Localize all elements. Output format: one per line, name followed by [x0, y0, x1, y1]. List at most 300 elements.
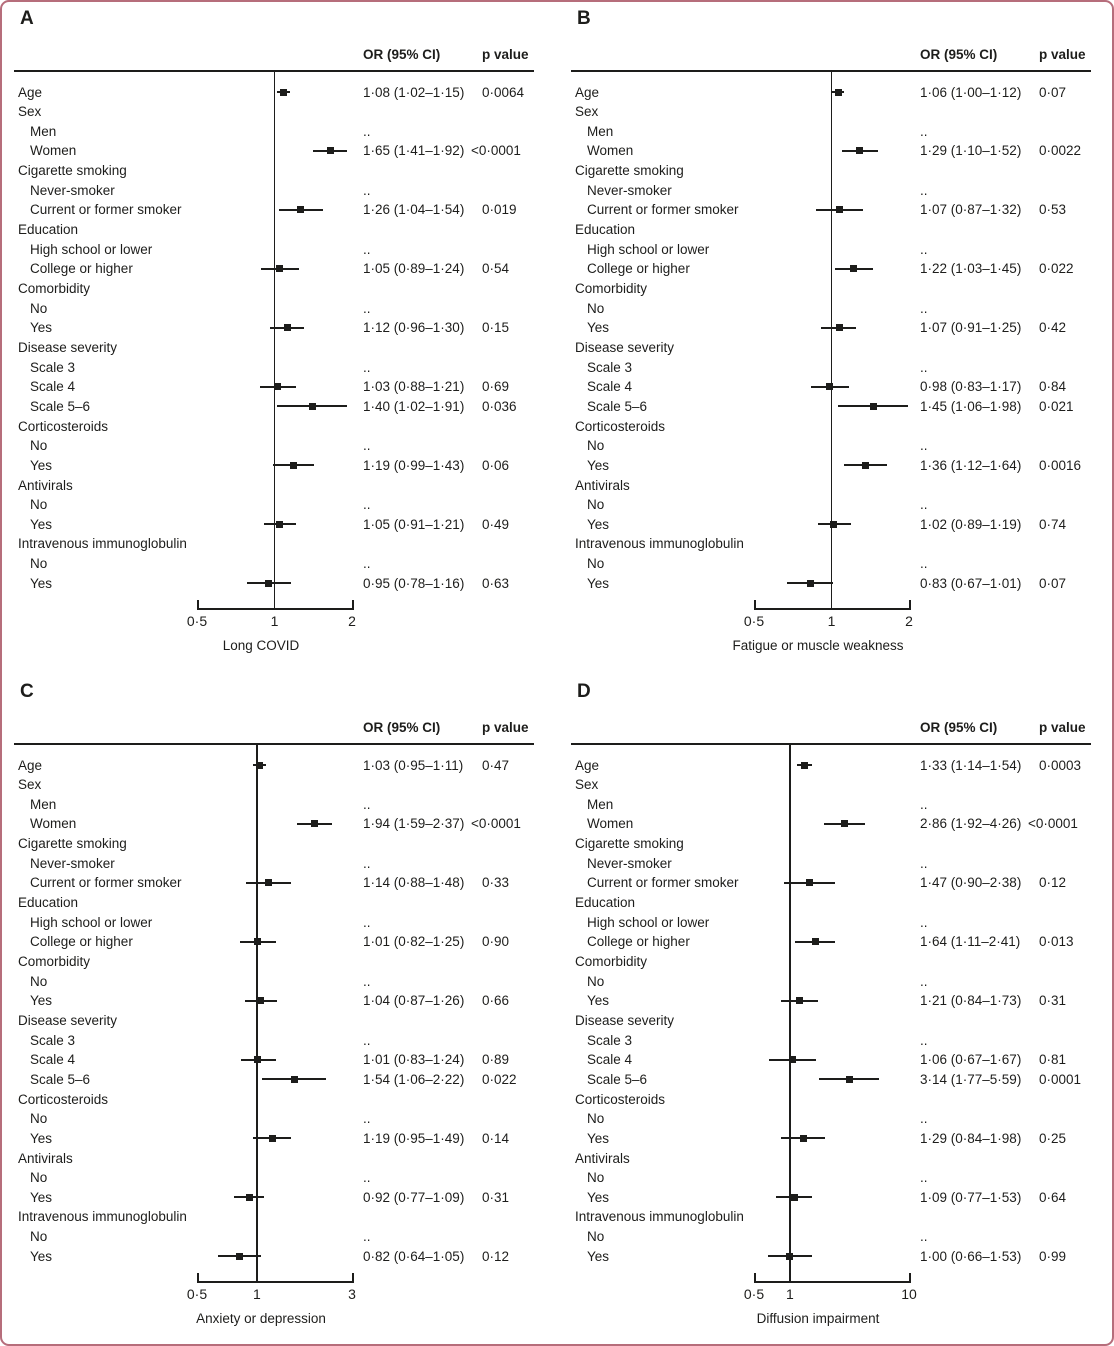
axis-tick-label: 0·5	[743, 613, 765, 629]
row-label: Disease severity	[18, 339, 118, 355]
row-label: Women	[30, 816, 77, 832]
reference-dots: ..	[920, 1111, 928, 1127]
row-label: Antivirals	[575, 477, 630, 493]
p-value: 0·07	[1039, 84, 1067, 100]
row-label: Yes	[30, 993, 53, 1009]
row-label: Corticosteroids	[18, 418, 109, 434]
row-label: Cigarette smoking	[18, 163, 127, 179]
axis-tick-label: 1	[253, 1286, 261, 1302]
row-label: Comorbidity	[575, 954, 648, 969]
or-value: 1·03 (0·88–1·21)	[363, 379, 465, 395]
row-label: Intravenous immunoglobulin	[575, 536, 744, 552]
or-marker	[309, 403, 316, 410]
or-marker	[826, 383, 833, 390]
or-value: 0·95 (0·78–1·16)	[363, 575, 465, 591]
plot-body	[0, 0, 557, 673]
row-label: College or higher	[587, 261, 690, 277]
row-label: No	[30, 438, 48, 454]
p-value: 0·89	[482, 1052, 510, 1068]
row-label: Comorbidity	[18, 281, 91, 296]
or-value: 1·19 (0·95–1·49)	[363, 1130, 465, 1146]
p-value: 0·0001	[1039, 1071, 1082, 1087]
or-value: 3·14 (1·77–5·59)	[920, 1071, 1022, 1087]
or-value: 1·65 (1·41–1·92)	[363, 143, 465, 159]
column-header-pvalue: p value	[1039, 47, 1086, 62]
axis-tick	[909, 1273, 911, 1281]
reference-dots: ..	[920, 973, 928, 989]
row-label: Scale 5–6	[587, 398, 648, 414]
row-label: Scale 3	[587, 359, 633, 375]
panel-label: C	[20, 681, 34, 702]
p-value: 0·66	[482, 993, 510, 1009]
or-marker	[807, 580, 814, 587]
axis-tick	[754, 1273, 756, 1281]
row-label: Yes	[587, 1248, 610, 1264]
reference-dots: ..	[363, 1032, 371, 1048]
reference-dots: ..	[920, 1229, 928, 1245]
row-label: No	[587, 1111, 605, 1127]
row-label: Scale 5–6	[587, 1071, 648, 1087]
or-marker	[274, 383, 281, 390]
p-value: 0·74	[1039, 516, 1067, 532]
or-marker	[265, 580, 272, 587]
axis-tick	[754, 600, 756, 608]
reference-dots: ..	[363, 497, 371, 513]
row-label: High school or lower	[587, 914, 710, 930]
or-marker	[789, 1056, 796, 1063]
or-marker	[256, 762, 263, 769]
reference-dots: ..	[920, 123, 928, 139]
row-label: Corticosteroids	[575, 418, 666, 434]
row-label: No	[587, 438, 605, 454]
or-marker	[841, 820, 848, 827]
axis-tick-label: 2	[348, 613, 356, 629]
row-label: Disease severity	[18, 1012, 118, 1028]
row-label: Education	[18, 222, 79, 238]
row-label: College or higher	[587, 934, 690, 950]
or-marker	[297, 206, 304, 213]
reference-dots: ..	[920, 182, 928, 198]
row-label: Age	[18, 84, 43, 100]
p-value: 0·31	[1039, 993, 1067, 1009]
row-label: Yes	[587, 516, 610, 532]
or-value: 1·03 (0·95–1·11)	[363, 757, 464, 773]
p-value: 0·42	[1039, 320, 1067, 336]
row-label: Never-smoker	[30, 182, 115, 198]
reference-dots: ..	[920, 497, 928, 513]
or-marker	[800, 1135, 807, 1142]
axis-tick	[197, 600, 199, 608]
p-value: 0·15	[482, 320, 510, 336]
or-value: 1·26 (1·04–1·54)	[363, 202, 465, 218]
axis-tick-label: 2	[905, 613, 913, 629]
axis-tick-label: 1	[785, 1286, 794, 1302]
row-label: Age	[575, 757, 600, 773]
row-label: Education	[575, 895, 636, 911]
reference-dots: ..	[363, 1229, 371, 1245]
or-value: 1·06 (1·00–1·12)	[920, 84, 1022, 100]
or-marker	[311, 820, 318, 827]
row-label: Scale 5–6	[30, 1071, 91, 1087]
p-value: 0·49	[482, 516, 510, 532]
reference-dots: ..	[363, 241, 371, 257]
axis-tick-label: 0·5	[186, 1286, 208, 1302]
row-label: Yes	[30, 575, 53, 591]
axis-title: Fatigue or muscle weakness	[732, 638, 904, 653]
row-label: Women	[587, 816, 634, 832]
panel-B	[557, 0, 1114, 673]
reference-dots: ..	[363, 556, 371, 572]
or-marker	[836, 206, 843, 213]
reference-dots: ..	[363, 855, 371, 871]
row-label: High school or lower	[30, 914, 153, 930]
reference-dots: ..	[920, 855, 928, 871]
or-marker	[254, 1056, 261, 1063]
reference-dots: ..	[363, 300, 371, 316]
row-label: Men	[30, 123, 57, 139]
row-label: Sex	[575, 104, 599, 120]
row-label: No	[30, 973, 48, 989]
p-value: 0·54	[482, 261, 510, 277]
row-label: Current or former smoker	[30, 202, 182, 218]
reference-dots: ..	[920, 300, 928, 316]
p-value: 0·0064	[482, 84, 525, 100]
plot-body	[557, 673, 1114, 1346]
p-value: <0·0001	[471, 816, 521, 832]
row-label: Scale 4	[30, 379, 76, 395]
column-header-pvalue: p value	[1039, 720, 1086, 735]
row-label: No	[587, 497, 605, 513]
p-value: 0·022	[482, 1071, 517, 1087]
or-marker	[284, 324, 291, 331]
or-marker	[276, 521, 283, 528]
or-marker	[786, 1253, 793, 1260]
or-value: 1·12 (0·96–1·30)	[363, 320, 465, 336]
axis-line	[754, 608, 911, 610]
row-label: Men	[30, 796, 57, 812]
or-marker	[280, 89, 287, 96]
row-label: College or higher	[30, 261, 133, 277]
or-marker	[836, 324, 843, 331]
reference-dots: ..	[363, 438, 371, 454]
reference-dots: ..	[363, 973, 371, 989]
or-marker	[806, 879, 813, 886]
or-marker	[254, 938, 261, 945]
or-value: 0·82 (0·64–1·05)	[363, 1248, 465, 1264]
or-value: 1·29 (1·10–1·52)	[920, 143, 1022, 159]
p-value: 0·25	[1039, 1130, 1067, 1146]
row-label: No	[587, 300, 605, 316]
row-label: No	[30, 1170, 48, 1186]
row-label: Age	[18, 757, 43, 773]
row-label: Cigarette smoking	[575, 836, 684, 852]
or-marker	[269, 1135, 276, 1142]
reference-dots: ..	[363, 359, 371, 375]
axis-title: Anxiety or depression	[196, 1311, 326, 1326]
p-value: 0·0022	[1039, 143, 1082, 159]
or-value: 1·08 (1·02–1·15)	[363, 84, 465, 100]
or-value: 1·33 (1·14–1·54)	[920, 757, 1022, 773]
panel-label: B	[577, 8, 591, 29]
or-value: 1·05 (0·91–1·21)	[363, 516, 465, 532]
p-value: 0·0016	[1039, 457, 1082, 473]
reference-dots: ..	[920, 556, 928, 572]
row-label: Scale 3	[30, 359, 76, 375]
column-header-or: OR (95% CI)	[920, 720, 998, 735]
reference-dots: ..	[920, 1170, 928, 1186]
p-value: 0·022	[1039, 261, 1074, 277]
or-marker	[801, 762, 808, 769]
p-value: 0·0003	[1039, 757, 1082, 773]
or-value: 1·06 (0·67–1·67)	[920, 1052, 1022, 1068]
row-label: No	[587, 1229, 605, 1245]
or-value: 1·01 (0·82–1·25)	[363, 934, 465, 950]
row-label: Intravenous immunoglobulin	[18, 1209, 187, 1225]
or-marker	[812, 938, 819, 945]
or-value: 1·02 (0·89–1·19)	[920, 516, 1022, 532]
or-value: 1·29 (0·84–1·98)	[920, 1130, 1022, 1146]
row-label: No	[587, 1170, 605, 1186]
axis-line	[197, 608, 354, 610]
axis-line	[754, 1281, 911, 1283]
column-header-or: OR (95% CI)	[363, 720, 441, 735]
row-label: Yes	[587, 320, 610, 336]
axis-tick-label: 1	[270, 613, 279, 629]
axis-tick-label: 10	[901, 1286, 917, 1302]
or-value: 1·04 (0·87–1·26)	[363, 993, 465, 1009]
reference-dots: ..	[363, 182, 371, 198]
row-label: Yes	[587, 457, 610, 473]
row-label: Intravenous immunoglobulin	[18, 536, 187, 552]
row-label: Current or former smoker	[30, 875, 182, 891]
row-label: Antivirals	[18, 1150, 73, 1166]
reference-dots: ..	[920, 796, 928, 812]
axis-line	[197, 1281, 354, 1283]
row-label: Age	[575, 84, 600, 100]
axis-title: Diffusion impairment	[756, 1311, 880, 1326]
row-label: Never-smoker	[587, 855, 672, 871]
row-label: No	[30, 1111, 48, 1127]
p-value: 0·013	[1039, 934, 1074, 950]
p-value: 0·06	[482, 457, 510, 473]
or-value: 1·64 (1·11–2·41)	[920, 934, 1021, 950]
or-marker	[246, 1194, 253, 1201]
p-value: 0·63	[482, 575, 510, 591]
axis-tick	[352, 1273, 354, 1281]
row-label: Yes	[587, 1130, 610, 1146]
p-value: 0·81	[1039, 1052, 1067, 1068]
row-label: No	[30, 556, 48, 572]
row-label: Never-smoker	[587, 182, 672, 198]
or-marker	[835, 89, 842, 96]
p-value: 0·12	[482, 1248, 510, 1264]
or-value: 1·07 (0·87–1·32)	[920, 202, 1022, 218]
row-label: Scale 4	[587, 379, 633, 395]
p-value: 0·33	[482, 875, 510, 891]
axis-tick-label: 3	[348, 1286, 356, 1302]
panel-D	[557, 673, 1114, 1346]
row-label: Women	[30, 143, 77, 159]
panel-A	[0, 0, 557, 673]
row-label: Yes	[30, 1248, 53, 1264]
or-marker	[290, 462, 297, 469]
reference-dots: ..	[363, 796, 371, 812]
axis-tick-label: 1	[827, 613, 836, 629]
panel-C	[0, 673, 557, 1346]
row-label: Comorbidity	[575, 281, 648, 296]
row-label: Disease severity	[575, 339, 675, 355]
or-value: 1·14 (0·88–1·48)	[363, 875, 465, 891]
or-marker	[830, 521, 837, 528]
reference-dots: ..	[363, 1111, 371, 1127]
column-header-pvalue: p value	[482, 720, 529, 735]
row-label: Corticosteroids	[575, 1091, 666, 1107]
or-marker	[276, 265, 283, 272]
row-label: No	[30, 300, 48, 316]
row-label: Yes	[587, 1189, 610, 1205]
row-label: Comorbidity	[18, 954, 91, 969]
or-value: 1·21 (0·84–1·73)	[920, 993, 1022, 1009]
p-value: <0·0001	[1028, 816, 1078, 832]
p-value: <0·0001	[471, 143, 521, 159]
row-label: Antivirals	[18, 477, 73, 493]
row-label: Current or former smoker	[587, 875, 739, 891]
or-value: 1·01 (0·83–1·24)	[363, 1052, 465, 1068]
or-value: 1·22 (1·03–1·45)	[920, 261, 1022, 277]
or-marker	[291, 1076, 298, 1083]
or-value: 1·40 (1·02–1·91)	[363, 398, 465, 414]
or-marker	[791, 1194, 798, 1201]
axis-tick	[909, 600, 911, 608]
row-label: Scale 4	[30, 1052, 76, 1068]
axis-tick-label: 0·5	[743, 1286, 765, 1302]
or-value: 0·98 (0·83–1·17)	[920, 379, 1022, 395]
row-label: Cigarette smoking	[18, 836, 127, 852]
row-label: Yes	[30, 457, 53, 473]
p-value: 0·99	[1039, 1248, 1067, 1264]
or-value: 1·36 (1·12–1·64)	[920, 457, 1022, 473]
p-value: 0·64	[1039, 1189, 1067, 1205]
row-label: Yes	[587, 993, 610, 1009]
row-label: Sex	[575, 777, 599, 793]
or-value: 1·94 (1·59–2·37)	[363, 816, 465, 832]
or-value: 1·19 (0·99–1·43)	[363, 457, 465, 473]
column-header-pvalue: p value	[482, 47, 529, 62]
or-value: 2·86 (1·92–4·26)	[920, 816, 1022, 832]
p-value: 0·036	[482, 398, 517, 414]
reference-dots: ..	[363, 914, 371, 930]
row-label: Never-smoker	[30, 855, 115, 871]
or-value: 1·09 (0·77–1·53)	[920, 1189, 1022, 1205]
or-marker	[850, 265, 857, 272]
or-marker	[265, 879, 272, 886]
row-label: No	[30, 497, 48, 513]
row-label: Scale 5–6	[30, 398, 91, 414]
row-label: Education	[575, 222, 636, 238]
reference-dots: ..	[920, 241, 928, 257]
row-label: College or higher	[30, 934, 133, 950]
row-label: Cigarette smoking	[575, 163, 684, 179]
or-marker	[796, 997, 803, 1004]
row-label: Sex	[18, 104, 42, 120]
axis-title: Long COVID	[222, 638, 300, 653]
row-label: No	[30, 1229, 48, 1245]
row-label: Scale 3	[30, 1032, 76, 1048]
row-label: Intravenous immunoglobulin	[575, 1209, 744, 1225]
row-label: Disease severity	[575, 1012, 675, 1028]
plot-body	[0, 673, 557, 1346]
panel-label: D	[577, 681, 591, 702]
row-label: Yes	[30, 1189, 53, 1205]
p-value: 0·84	[1039, 379, 1067, 395]
row-label: Education	[18, 895, 79, 911]
reference-dots: ..	[363, 123, 371, 139]
reference-dots: ..	[920, 1032, 928, 1048]
axis-tick-label: 0·5	[186, 613, 208, 629]
row-label: Yes	[30, 1130, 53, 1146]
reference-line	[256, 743, 258, 1281]
p-value: 0·90	[482, 934, 510, 950]
axis-tick	[352, 600, 354, 608]
reference-dots: ..	[920, 914, 928, 930]
row-label: Men	[587, 123, 614, 139]
axis-tick	[197, 1273, 199, 1281]
row-label: No	[587, 556, 605, 572]
panel-label: A	[20, 8, 34, 29]
row-label: Men	[587, 796, 614, 812]
p-value: 0·31	[482, 1189, 510, 1205]
reference-dots: ..	[920, 359, 928, 375]
p-value: 0·021	[1039, 398, 1074, 414]
row-label: Scale 3	[587, 1032, 633, 1048]
or-marker	[870, 403, 877, 410]
p-value: 0·12	[1039, 875, 1067, 891]
row-label: No	[587, 973, 605, 989]
plot-body	[557, 0, 1114, 673]
row-label: Women	[587, 143, 634, 159]
or-value: 1·00 (0·66–1·53)	[920, 1248, 1022, 1264]
or-value: 1·07 (0·91–1·25)	[920, 320, 1022, 336]
row-label: Current or former smoker	[587, 202, 739, 218]
row-label: Corticosteroids	[18, 1091, 109, 1107]
p-value: 0·53	[1039, 202, 1067, 218]
p-value: 0·14	[482, 1130, 510, 1146]
row-label: High school or lower	[30, 241, 153, 257]
p-value: 0·019	[482, 202, 517, 218]
row-label: Yes	[30, 516, 53, 532]
or-value: 0·83 (0·67–1·01)	[920, 575, 1022, 591]
or-marker	[856, 147, 863, 154]
row-label: Antivirals	[575, 1150, 630, 1166]
or-value: 1·47 (0·90–2·38)	[920, 875, 1022, 891]
or-marker	[846, 1076, 853, 1083]
p-value: 0·07	[1039, 575, 1067, 591]
or-value: 0·92 (0·77–1·09)	[363, 1189, 465, 1205]
row-label: Yes	[587, 575, 610, 591]
p-value: 0·69	[482, 379, 510, 395]
column-header-or: OR (95% CI)	[920, 47, 998, 62]
row-label: Scale 4	[587, 1052, 633, 1068]
p-value: 0·47	[482, 757, 510, 773]
reference-line	[274, 70, 276, 608]
or-value: 1·54 (1·06–2·22)	[363, 1071, 465, 1087]
reference-dots: ..	[363, 1170, 371, 1186]
or-value: 1·05 (0·89–1·24)	[363, 261, 465, 277]
reference-dots: ..	[920, 438, 928, 454]
or-value: 1·45 (1·06–1·98)	[920, 398, 1022, 414]
or-marker	[862, 462, 869, 469]
column-header-or: OR (95% CI)	[363, 47, 441, 62]
